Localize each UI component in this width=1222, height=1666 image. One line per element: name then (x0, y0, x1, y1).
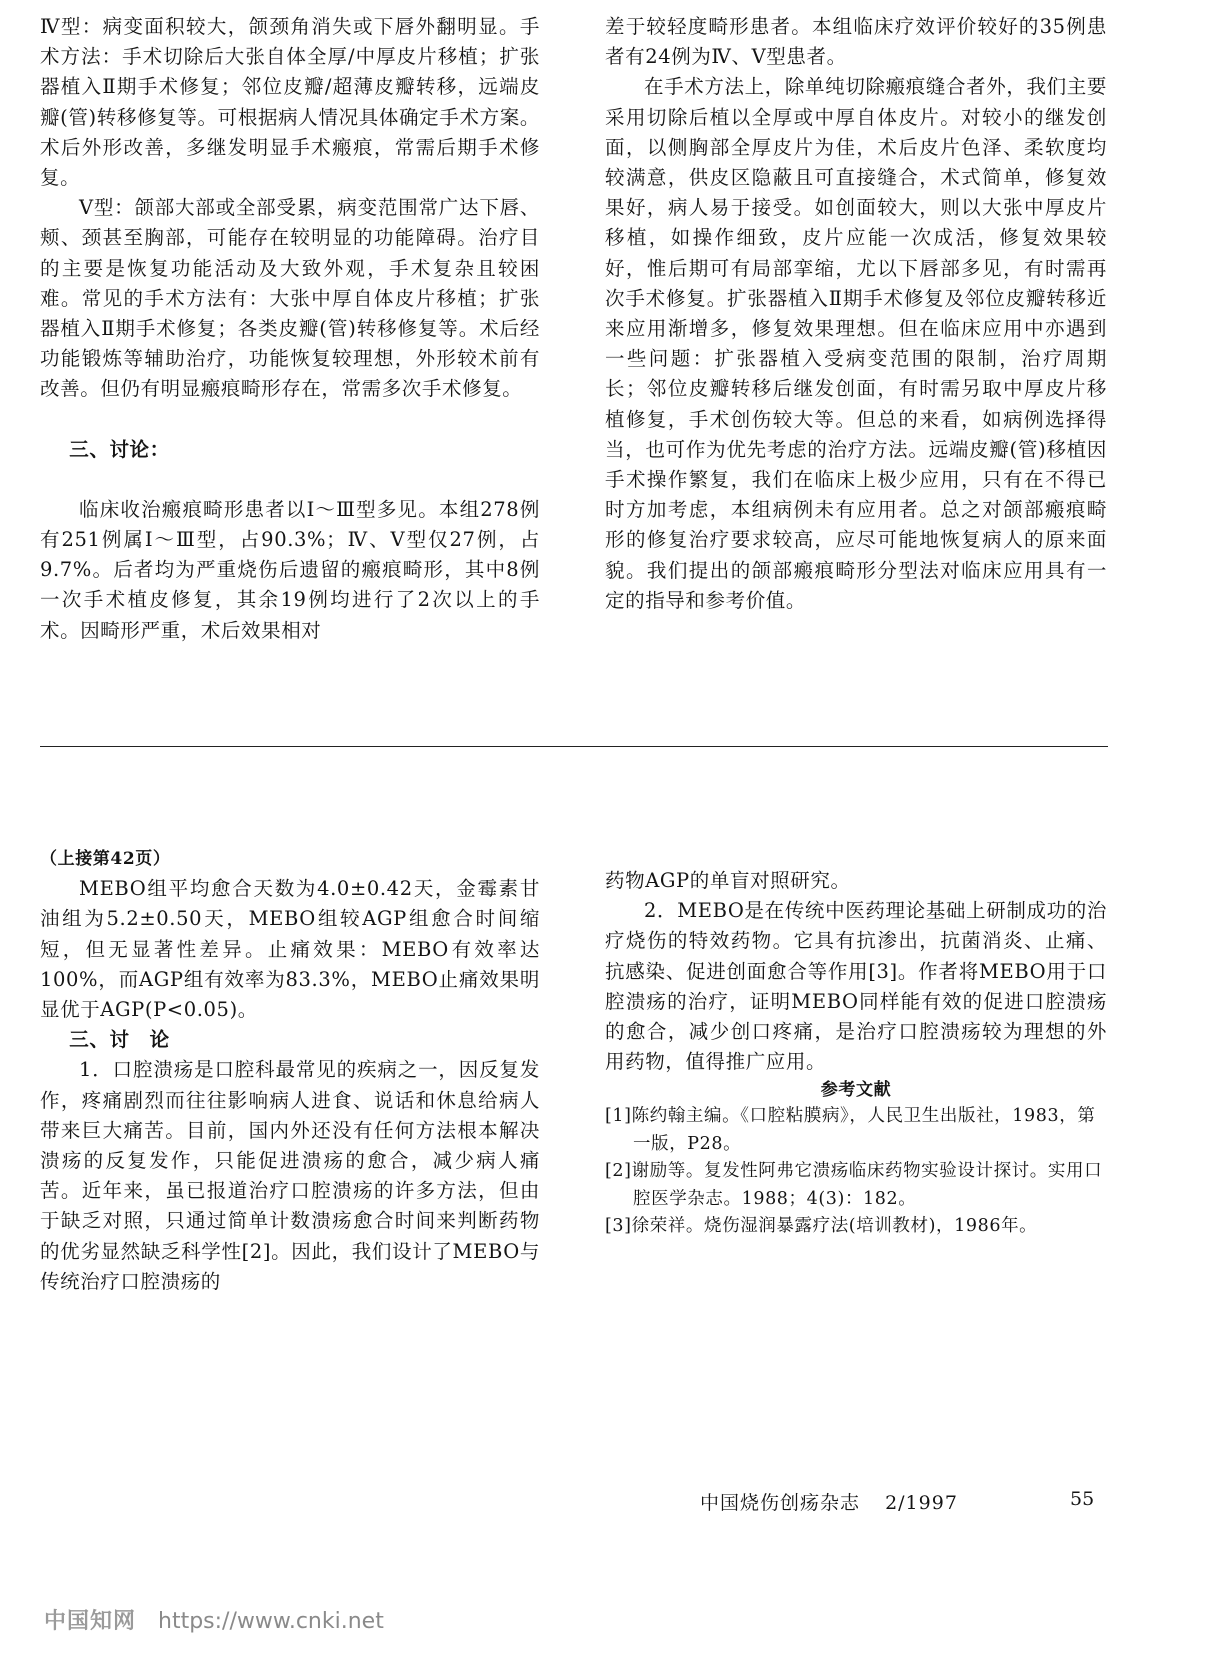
bottom-left-column (40, 844, 540, 1297)
continued-paragraph: 差于较轻度畸形患者。本组临床疗效评价较好的35例患者有24例为Ⅳ、Ⅴ型患者。 (605, 15, 1107, 69)
top-right-column (605, 12, 1107, 616)
type4-paragraph: Ⅳ型：病变面积较大，颌颈角消失或下唇外翻明显。手术方法：手术切除后大张自体全厚/中厚皮片移植；扩张器植入Ⅱ期手术修复；邻位皮瓣/超薄皮瓣转移，远端皮瓣(管)转移修复等。可根据病人情况具体确定手术方案。术后外形改善，多继发明显手术瘢痕，常需后期手术修复。 (40, 15, 540, 190)
journal-name: 中国烧伤创疡杂志 (700, 1492, 861, 1514)
bottom-right-column (605, 866, 1107, 1241)
cnki-url: https://www.cnki.net (158, 1609, 384, 1634)
section-divider (40, 746, 1108, 747)
page-footer (700, 1488, 958, 1515)
cnki-logo: 中国知网 (44, 1609, 137, 1634)
discussion-point-2: 2．MEBO是在传统中医药理论基础上研制成功的治疗烧伤的特效药物。它具有抗渗出，抗菌消炎、止痛、抗感染、促进创面愈合等作用[3]。作者将MEBO用于口腔溃疡的治疗，证明MEBO同样能有效的促进口腔溃疡的愈合，减少创口疼痛，是治疗口腔溃疡较为理想的外用药物，值得推广应用。 (605, 899, 1107, 1074)
continued-paragraph-2: 药物AGP的单盲对照研究。 (605, 869, 851, 892)
continued-from-note: （上接第42页） (40, 849, 171, 869)
reference-item: [1]陈约翰主编。《口腔粘膜病》，人民卫生出版社，1983，第一版，P28。 (605, 1106, 1096, 1154)
results-paragraph: MEBO组平均愈合天数为4.0±0.42天，金霉素甘油组为5.2±0.50天，MEBO组较AGP组愈合时间缩短，但无显著性差异。止痛效果：MEBO有效率达100%，而AGP组有效率为83.3%，MEBO止痛效果明显优于AGP(P<0.05)。 (40, 877, 540, 1022)
reference-item: [3]徐荣祥。烧伤湿润暴露疗法(培训教材)，1986年。 (605, 1216, 1038, 1237)
surgical-methods-paragraph: 在手术方法上，除单纯切除瘢痕缝合者外，我们主要采用切除后植以全厚或中厚自体皮片。对较小的继发创面，以侧胸部全厚皮片为佳，术后皮片色泽、柔软度均较满意，供皮区隐蔽且可直接缝合，术式简单，修复效果好，病人易于接受。如创面较大，则以大张中厚皮片移植，如操作细致，皮片应能一次成活，修复效果较好，惟后期可有局部挛缩，尤以下唇部多见，有时需再次手术修复。扩张器植入Ⅱ期手术修复及邻位皮瓣转移近来应用渐增多，修复效果理想。但在临床应用中亦遇到一些问题：扩张器植入受病变范围的限制，治疗周期长；邻位皮瓣转移后继发创面，有时需另取中厚皮片移植修复，手术创伤较大等。但总的来看，如病例选择得当，也可作为优先考虑的治疗方法。远端皮瓣(管)移植因手术操作繁复，我们在临床上极少应用，只有在不得已时方加考虑，本组病例未有应用者。总之对颌部瘢痕畸形的修复治疗要求较高，应尽可能地恢复病人的原来面貌。我们提出的颌部瘢痕畸形分型法对临床应用具有一定的指导和参考价值。 (605, 75, 1107, 612)
type5-paragraph: Ⅴ型：颌部大部或全部受累，病变范围常广达下唇、颊、颈甚至胸部，可能存在较明显的功能障碍。治疗目的主要是恢复功能活动及大致外观，手术复杂且较困难。常见的手术方法有：大张中厚自体皮片移植；扩张器植入Ⅱ期手术修复；各类皮瓣(管)转移修复等。术后经功能锻炼等辅助治疗，功能恢复较理想，外形较术前有改善。但仍有明显瘢痕畸形存在，常需多次手术修复。 (40, 196, 540, 401)
issue-number: 2/1997 (885, 1492, 958, 1514)
top-left-column (40, 12, 540, 646)
reference-item: [2]谢励等。复发性阿弗它溃疡临床药物实验设计探讨。实用口腔医学杂志。1988；4(3)：182。 (605, 1161, 1103, 1209)
discussion-heading: 三、讨论： (69, 437, 170, 461)
references-title: 参考文献 (820, 1080, 892, 1101)
discussion-heading-2: 三、讨 论 (69, 1028, 170, 1052)
discussion-point-1: 1．口腔溃疡是口腔科最常见的疾病之一，因反复发作，疼痛剧烈而往往影响病人进食、说话和休息给病人带来巨大痛苦。目前，国内外还没有任何方法根本解决溃疡的反复发作，只能促进溃疡的愈合，减少病人痛苦。近年来，虽已报道治疗口腔溃疡的许多方法，但由于缺乏对照，只通过简单计数溃疡愈合时间来判断药物的优劣显然缺乏科学性[2]。因此，我们设计了MEBO与传统治疗口腔溃疡的 (40, 1058, 540, 1293)
discussion-paragraph: 临床收治瘢痕畸形患者以Ⅰ～Ⅲ型多见。本组278例有251例属Ⅰ～Ⅲ型，占90.3%；Ⅳ、Ⅴ型仅27例，占9.7%。后者均为严重烧伤后遗留的瘢痕畸形，其中8例一次手术植皮修复，其余19例均进行了2次以上的手术。因畸形严重，术后效果相对 (40, 497, 540, 642)
cnki-watermark (44, 1604, 384, 1635)
page-number: 55 (1070, 1488, 1095, 1510)
